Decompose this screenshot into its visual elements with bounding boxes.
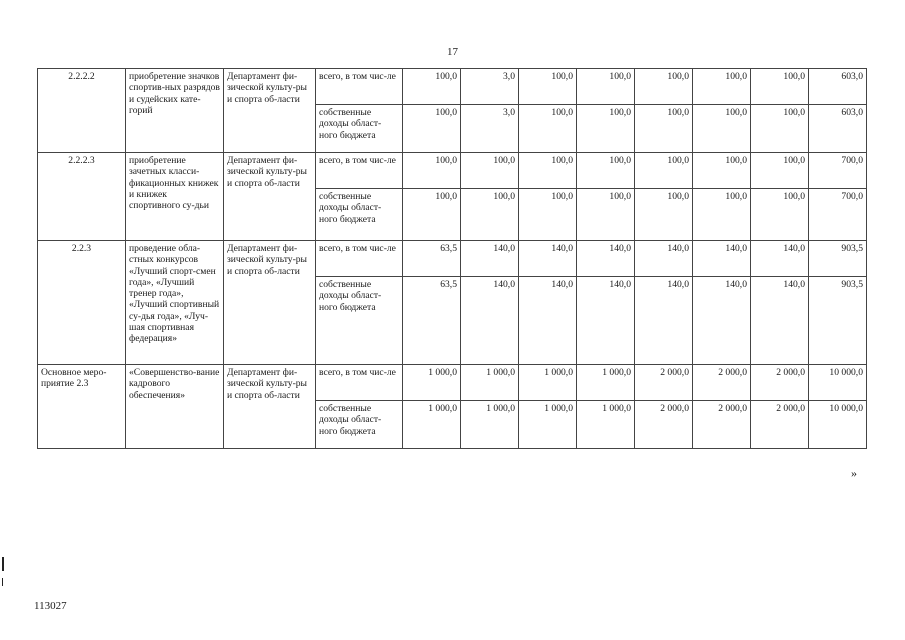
value-cell: 2 000,0 — [635, 401, 693, 449]
funding-source-cell: собственные доходы област-ного бюджета — [316, 189, 403, 241]
value-cell: 2 000,0 — [751, 365, 809, 401]
value-cell: 100,0 — [519, 153, 577, 189]
value-cell: 140,0 — [461, 277, 519, 365]
item-code-cell: 2.2.2.3 — [38, 153, 126, 241]
value-cell: 140,0 — [577, 277, 635, 365]
item-code-cell: 2.2.2.2 — [38, 69, 126, 153]
value-cell: 100,0 — [693, 69, 751, 105]
item-code-cell: Основное меро-приятие 2.3 — [38, 365, 126, 449]
value-cell: 1 000,0 — [577, 401, 635, 449]
executor-cell: Департамент фи-зической культу-ры и спорта об-ласти — [224, 153, 316, 241]
binding-mark — [2, 578, 3, 586]
funding-source-cell: собственные доходы област-ного бюджета — [316, 277, 403, 365]
value-cell: 1 000,0 — [403, 365, 461, 401]
value-cell: 100,0 — [519, 189, 577, 241]
value-cell: 2 000,0 — [751, 401, 809, 449]
executor-cell: Департамент фи-зической культу-ры и спорта об-ласти — [224, 69, 316, 153]
value-cell: 100,0 — [577, 69, 635, 105]
item-name-cell: приобретение зачетных класси-фикационных книжек и книжек спортивного су-дьи — [126, 153, 224, 241]
value-cell: 1 000,0 — [577, 365, 635, 401]
value-cell: 100,0 — [693, 153, 751, 189]
executor-cell: Департамент фи-зической культу-ры и спорта об-ласти — [224, 365, 316, 449]
value-cell: 140,0 — [577, 241, 635, 277]
total-value-cell: 903,5 — [809, 277, 867, 365]
table-row — [38, 365, 867, 401]
value-cell: 140,0 — [693, 241, 751, 277]
total-value-cell: 603,0 — [809, 105, 867, 153]
value-cell: 3,0 — [461, 69, 519, 105]
total-value-cell: 10 000,0 — [809, 401, 867, 449]
value-cell: 100,0 — [635, 69, 693, 105]
funding-source-cell: собственные доходы област-ного бюджета — [316, 401, 403, 449]
value-cell: 100,0 — [403, 105, 461, 153]
value-cell: 100,0 — [635, 105, 693, 153]
budget-table-body — [38, 69, 867, 449]
value-cell: 100,0 — [403, 69, 461, 105]
value-cell: 100,0 — [577, 189, 635, 241]
value-cell: 140,0 — [751, 277, 809, 365]
item-name-cell: проведение обла-стных конкурсов «Лучший спорт-смен года», «Лучший тренер года», «Лучший спортивный су-дья года», «Луч-шая спортивная федерация» — [126, 241, 224, 365]
value-cell: 1 000,0 — [403, 401, 461, 449]
value-cell: 63,5 — [403, 241, 461, 277]
value-cell: 100,0 — [403, 189, 461, 241]
value-cell: 140,0 — [519, 241, 577, 277]
value-cell: 100,0 — [693, 189, 751, 241]
value-cell: 1 000,0 — [461, 365, 519, 401]
page-number: 17 — [447, 46, 458, 58]
value-cell: 1 000,0 — [461, 401, 519, 449]
document-code: 113027 — [34, 600, 67, 612]
value-cell: 100,0 — [751, 153, 809, 189]
binding-mark — [2, 557, 4, 571]
value-cell: 140,0 — [751, 241, 809, 277]
budget-table — [37, 68, 867, 449]
table-row — [38, 241, 867, 277]
value-cell: 100,0 — [577, 105, 635, 153]
item-name-cell: приобретение значков спортив-ных разрядов и судейских кате-горий — [126, 69, 224, 153]
funding-source-cell: всего, в том чис-ле — [316, 241, 403, 277]
value-cell: 100,0 — [461, 189, 519, 241]
value-cell: 100,0 — [519, 69, 577, 105]
value-cell: 140,0 — [635, 241, 693, 277]
executor-cell: Департамент фи-зической культу-ры и спорта об-ласти — [224, 241, 316, 365]
total-value-cell: 10 000,0 — [809, 365, 867, 401]
value-cell: 100,0 — [461, 153, 519, 189]
value-cell: 140,0 — [461, 241, 519, 277]
value-cell: 100,0 — [635, 153, 693, 189]
value-cell: 1 000,0 — [519, 401, 577, 449]
funding-source-cell: собственные доходы област-ного бюджета — [316, 105, 403, 153]
total-value-cell: 903,5 — [809, 241, 867, 277]
value-cell: 100,0 — [751, 105, 809, 153]
funding-source-cell: всего, в том чис-ле — [316, 153, 403, 189]
value-cell: 100,0 — [519, 105, 577, 153]
funding-source-cell: всего, в том чис-ле — [316, 69, 403, 105]
closing-quote: » — [851, 466, 857, 480]
item-name-cell: «Совершенство-вание кадрового обеспечения» — [126, 365, 224, 449]
value-cell: 1 000,0 — [519, 365, 577, 401]
item-code-cell: 2.2.3 — [38, 241, 126, 365]
value-cell: 140,0 — [635, 277, 693, 365]
value-cell: 100,0 — [751, 69, 809, 105]
table-row — [38, 153, 867, 189]
total-value-cell: 700,0 — [809, 189, 867, 241]
value-cell: 140,0 — [693, 277, 751, 365]
total-value-cell: 603,0 — [809, 69, 867, 105]
value-cell: 100,0 — [693, 105, 751, 153]
value-cell: 100,0 — [577, 153, 635, 189]
total-value-cell: 700,0 — [809, 153, 867, 189]
value-cell: 3,0 — [461, 105, 519, 153]
value-cell: 2 000,0 — [693, 365, 751, 401]
funding-source-cell: всего, в том чис-ле — [316, 365, 403, 401]
value-cell: 100,0 — [635, 189, 693, 241]
value-cell: 140,0 — [519, 277, 577, 365]
value-cell: 2 000,0 — [635, 365, 693, 401]
table-row — [38, 69, 867, 105]
value-cell: 2 000,0 — [693, 401, 751, 449]
value-cell: 100,0 — [751, 189, 809, 241]
value-cell: 63,5 — [403, 277, 461, 365]
value-cell: 100,0 — [403, 153, 461, 189]
